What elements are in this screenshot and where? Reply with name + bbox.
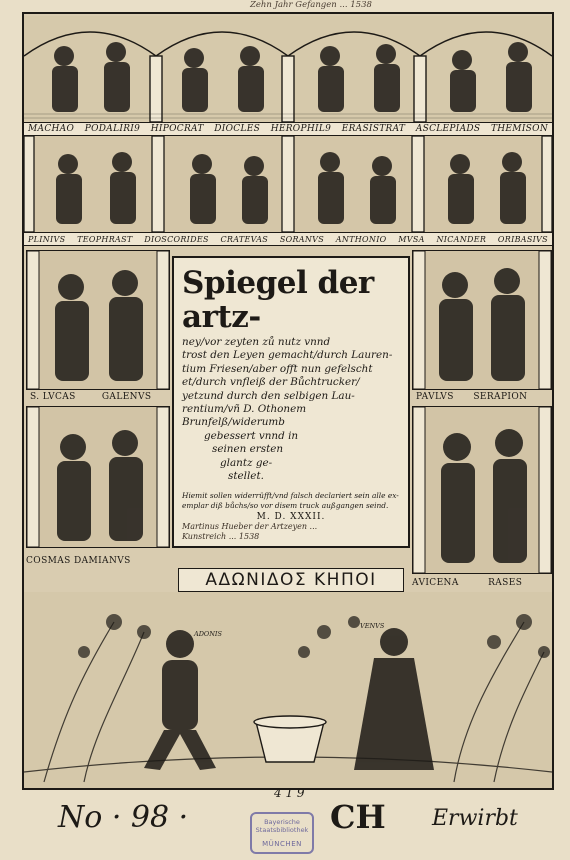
name-label: THEMISON — [490, 124, 548, 134]
name-label: GALENVS — [101, 392, 152, 402]
garden-label: ADONIS — [194, 630, 222, 638]
handwritten-signature: Erwirbt — [432, 806, 518, 831]
title-line: glantz ge- — [220, 456, 273, 469]
title-line: seinen ersten — [212, 443, 284, 456]
stamp-line: Bayerische — [264, 818, 300, 826]
woodcut-row-2 — [24, 136, 552, 232]
garden-of-adonis-illustration — [24, 592, 552, 788]
name-label: ORIBASIVS — [497, 234, 548, 244]
name-label: ASCLEPIADS — [415, 124, 481, 134]
avicenna-rhazes-illustration — [413, 407, 551, 573]
imprint-line: Hiemit sollen widerrüfft/vnd falsch declariert sein alle ex- — [182, 491, 399, 501]
name-label: PODALIRI9 — [84, 124, 141, 134]
library-stamp — [250, 812, 314, 854]
title-line: stellet. — [228, 470, 264, 483]
title-line: gebessert vnnd in — [204, 429, 299, 442]
name-label: RASES — [488, 578, 523, 588]
stamp-line: Staatsbibliothek — [255, 826, 309, 834]
imprint-line: emplar diß bůchs/so vor disem truck außgangen seind. — [182, 500, 389, 510]
title-line: ney/vor zeyten zů nutz vnnd — [182, 336, 331, 348]
name-label: DIOSCORIDES — [144, 234, 209, 244]
name-label: TEOPHRAST — [77, 234, 133, 244]
name-label: HEROPHIL9 — [270, 124, 332, 134]
manuscript-note — [182, 522, 400, 542]
cosmas-damian-illustration — [27, 407, 169, 547]
physicians-row-1-illustration — [24, 16, 552, 122]
paulus-serapion-illustration — [413, 251, 551, 389]
right-upper-labels — [416, 392, 527, 402]
name-label: AVICENA — [412, 578, 459, 588]
name-label: SERAPION — [473, 392, 528, 402]
name-label: PAVLVS — [416, 392, 454, 402]
title-line: rentium/vñ D. Othonem — [182, 403, 307, 416]
lucas-galenus-illustration — [27, 251, 169, 389]
handwritten-initials: CH — [330, 798, 386, 836]
garden-label: VENVS — [360, 622, 385, 630]
handwritten-number: 4 1 9 — [274, 786, 305, 800]
name-label: MVSA — [398, 234, 425, 244]
manuscript-line: Martinus Hueber der Artzeyen ... — [182, 521, 318, 531]
name-label: CRATEVAS — [220, 234, 269, 244]
greek-banner: ΑΔΩΝΙΔΟΣ ΚΗΠΟΙ — [178, 568, 404, 592]
garden-woodcut — [24, 592, 552, 788]
stamp-city: MÜNCHEN — [262, 840, 302, 848]
right-lower-labels — [412, 578, 522, 588]
left-upper-labels — [30, 392, 151, 402]
name-label: PLINIVS — [28, 234, 66, 244]
shelfmark-left: No · 98 · — [58, 800, 189, 835]
left-lower-woodcut — [26, 406, 170, 548]
physicians-row-2-illustration — [24, 136, 552, 232]
name-label: NICANDER — [436, 234, 487, 244]
title-line: tium Friesen/aber offt nun gefelscht — [182, 362, 373, 375]
title-block — [172, 256, 410, 548]
right-lower-woodcut — [412, 406, 552, 574]
title-line: Brunfelß/widerumb — [182, 416, 285, 429]
name-label: DIOCLES — [214, 124, 261, 134]
row-1-name-strip — [24, 122, 552, 136]
name-label: ERASISTRAT — [341, 124, 406, 134]
name-label: SORANVS — [279, 234, 325, 244]
top-handwriting: Zehn Jahr Gefangen ... 1538 — [250, 0, 372, 10]
name-label: HIPOCRAT — [150, 124, 204, 134]
title-line: trost den Leyen gemacht/durch Lauren- — [182, 349, 393, 362]
imprint-date: M. D. XXXII. — [256, 511, 326, 522]
left-upper-woodcut — [26, 250, 170, 390]
page-title: Spiegel der artz- — [182, 265, 374, 335]
row-2-name-strip — [24, 232, 552, 246]
name-label: MACHAO — [28, 124, 75, 134]
woodcut-row-1 — [24, 16, 552, 122]
left-lower-label: COSMAS DAMIANVS — [26, 556, 131, 566]
name-label: S. LVCAS — [30, 392, 76, 402]
name-label: ANTHONIO — [335, 234, 387, 244]
imprint-notice — [182, 491, 400, 509]
title-line: yetzund durch den selbigen Lau- — [182, 389, 355, 402]
title-line: et/durch vnfleiß der Bůchtrucker/ — [182, 376, 360, 389]
manuscript-line: Kunstreich ... 1538 — [182, 531, 260, 541]
right-upper-woodcut — [412, 250, 552, 390]
